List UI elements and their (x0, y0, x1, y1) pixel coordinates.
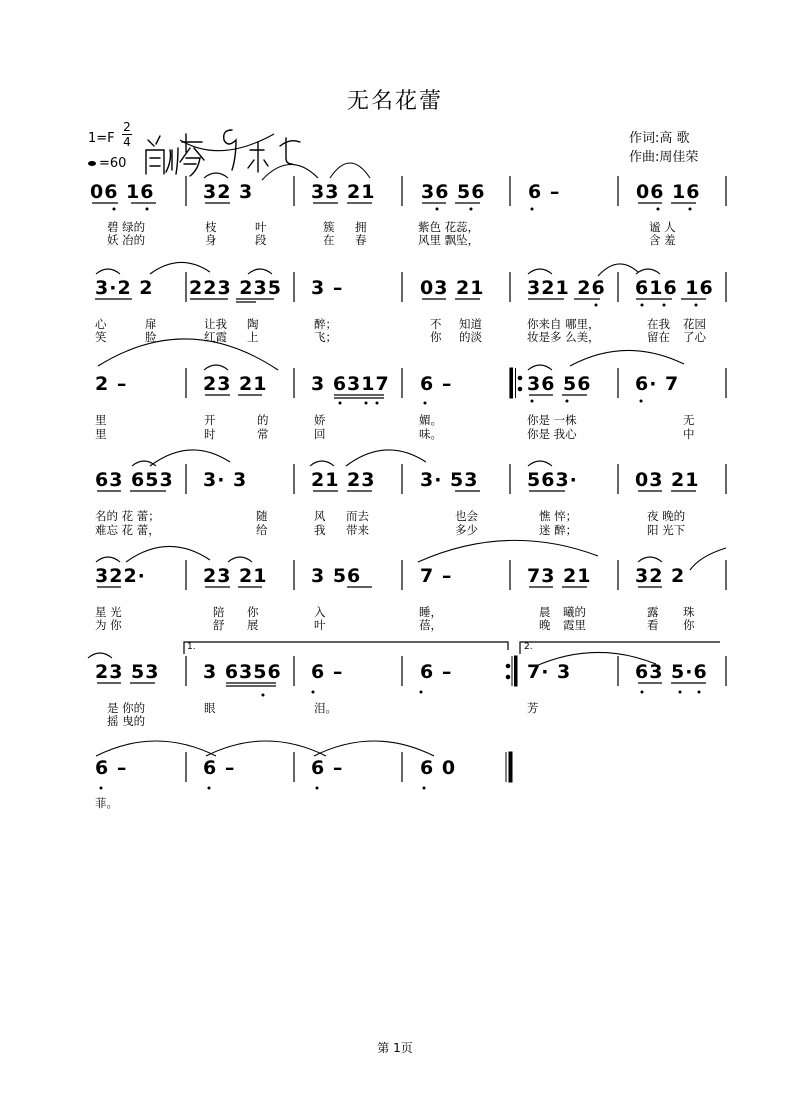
measure: 3·2 2 (95, 277, 154, 299)
lyric: 霞里 (563, 618, 586, 632)
lyric: 迷 醉； (539, 523, 578, 537)
measure: 6 – (528, 181, 561, 203)
measure: 33 21 (311, 181, 376, 203)
measure: 563· (527, 469, 578, 491)
key-signature: 1=F (88, 131, 115, 146)
lyric: 妆是多 么美， (527, 330, 600, 344)
lyric: 看 (647, 618, 659, 632)
measure: 3 6317 (311, 373, 390, 395)
lyric: 在 (323, 233, 335, 247)
measure: 06 16 (636, 181, 701, 203)
measure: 32 3 (203, 181, 254, 203)
lyric: 眼 (204, 701, 216, 715)
measure: 6 – (311, 757, 344, 779)
lyric: 你 (430, 330, 442, 344)
lyric: 也会 (455, 509, 478, 523)
tempo-value: =60 (99, 156, 127, 171)
time-signature-top: 2 (123, 120, 131, 134)
lyric: 妖 冶的 (107, 233, 146, 247)
lyric: 陪 (213, 605, 225, 619)
lyric: 是 你的 (107, 701, 146, 715)
measure: 03 21 (635, 469, 700, 491)
lyric: 摇 曳的 (107, 714, 146, 728)
measure: 6· 7 (635, 373, 680, 395)
lyric: 上 (247, 330, 259, 344)
lyric: 回 (314, 427, 326, 441)
lyric: 晚 (539, 618, 551, 632)
lyric: 星 光 (95, 605, 122, 619)
lyric: 扉 (145, 317, 157, 331)
lyric: 媚。 (419, 413, 442, 427)
lyric: 醉； (314, 317, 337, 331)
lyric: 味。 (419, 427, 442, 441)
lyric: 带来 (346, 523, 369, 537)
lyric: 娇 (314, 413, 326, 427)
measure: 36 56 (527, 373, 592, 395)
page-number: 第 1页 (377, 1041, 413, 1055)
lyric: 了心 (683, 330, 706, 344)
lyric: 飞； (314, 330, 337, 344)
measure: 6 – (420, 373, 453, 395)
lyric: 拥 (355, 220, 367, 234)
lyric: 你是 一株 (527, 413, 577, 427)
lyric: 你来自 哪里， (527, 317, 600, 331)
measure: 63 653 (95, 469, 174, 491)
measure: 23 53 (95, 661, 160, 683)
measure: 322· (95, 565, 146, 587)
lyric: 泪。 (314, 701, 337, 715)
measure: 21 23 (311, 469, 376, 491)
lyric: 心 (95, 317, 107, 331)
measure: 3 – (311, 277, 344, 299)
lyric: 露 (647, 605, 659, 619)
lyric: 舒 (213, 618, 225, 632)
lyric: 里 (95, 427, 107, 441)
song-title: 无名花蕾 (346, 89, 443, 114)
lyric: 菲。 (95, 796, 118, 810)
lyric: 名的 花 蕾； (95, 509, 160, 523)
measure: 616 16 (635, 277, 714, 299)
lyric: 让我 (204, 317, 227, 331)
measure: 73 21 (527, 565, 592, 587)
lyric: 风里 飘坠， (418, 233, 480, 247)
lyric: 紫色 花蕊， (418, 220, 480, 234)
lyric: 叶 (255, 220, 267, 234)
measure: 63 5·6 (635, 661, 708, 683)
lyric: 风 (314, 509, 326, 523)
lyric: 随 (256, 509, 268, 523)
lyric: 我 (314, 523, 326, 537)
lyric: 常 (257, 427, 269, 441)
measure: 23 21 (203, 565, 268, 587)
lyric: 的淡 (459, 330, 482, 344)
lyric: 叶 (314, 618, 326, 632)
lyric: 留在 (647, 330, 670, 344)
lyric: 脸 (145, 330, 157, 344)
lyric: 你是 我心 (527, 427, 577, 441)
lyric: 难忘 花 蕾， (95, 523, 160, 537)
measure: 6 0 (420, 757, 457, 779)
measure: 36 56 (421, 181, 486, 203)
measure: 6 – (95, 757, 128, 779)
lyric: 枝 (205, 220, 217, 234)
lyric: 含 羞 (649, 233, 676, 247)
measure: 2 – (95, 373, 128, 395)
composer: 作曲:周佳荣 (629, 150, 699, 165)
measure: 321 26 (527, 277, 606, 299)
handwritten-annotation-text: 前奏 9小节 (1, 1, 6, 2)
measure: 223 235 (189, 277, 282, 299)
lyric: 而去 (346, 509, 369, 523)
lyric: 展 (247, 618, 259, 632)
lyric: 陶 (247, 317, 259, 331)
volta-1-label: 1. (187, 642, 196, 652)
lyricist: 作词:高 歌 (629, 131, 690, 146)
lyric: 晨 (539, 605, 551, 619)
lyric: 花园 (683, 317, 706, 331)
time-signature-bottom: 4 (123, 135, 131, 149)
measure: 32 2 (635, 565, 686, 587)
lyric: 知道 (459, 317, 482, 331)
lyric: 芳 (527, 701, 539, 715)
measure: 06 16 (90, 181, 155, 203)
measure: 7 – (420, 565, 453, 587)
lyric: 阳 光下 (647, 523, 686, 537)
lyric: 中 (683, 427, 695, 441)
measure: 6 – (203, 757, 236, 779)
lyric: 睡， (419, 605, 442, 619)
lyric: 你 (683, 618, 695, 632)
lyric: 为 你 (95, 618, 122, 632)
lyric: 时 (204, 427, 216, 441)
lyric: 你 (247, 605, 259, 619)
measure: 03 21 (420, 277, 485, 299)
measure: 6 – (311, 661, 344, 683)
lyric: 无 (683, 413, 695, 427)
lyric: 碧 绿的 (107, 220, 146, 234)
lyric: 给 (256, 523, 268, 537)
lyric: 身 (205, 233, 217, 247)
lyric: 里 (95, 413, 107, 427)
lyric: 夜 晚的 (647, 509, 686, 523)
measure: 3 56 (311, 565, 362, 587)
lyric: 的 (257, 413, 269, 427)
lyric: 不 (430, 317, 442, 331)
measure: 6 – (420, 661, 453, 683)
lyric: 珠 (683, 605, 695, 619)
lyric: 段 (255, 233, 267, 247)
lyric: 笑 (95, 330, 107, 344)
lyric: 憔 悴； (539, 509, 578, 523)
lyric: 入 (314, 605, 326, 619)
measure: 3 6356 (203, 661, 282, 683)
lyric: 簇 (323, 220, 335, 234)
volta-2-label: 2. (524, 642, 533, 652)
lyric: 开 (204, 413, 216, 427)
measure: 3· 53 (420, 469, 479, 491)
lyric: 红霞 (204, 330, 227, 344)
measure: 7· 3 (527, 661, 572, 683)
lyric: 蓓， (419, 618, 442, 632)
lyric: 曦的 (563, 605, 586, 619)
lyric: 多少 (455, 523, 478, 537)
lyric: 谧 人 (649, 220, 676, 234)
lyric: 春 (355, 233, 367, 247)
measure: 23 21 (203, 373, 268, 395)
measure: 3· 3 (203, 469, 248, 491)
lyric: 在我 (647, 317, 670, 331)
